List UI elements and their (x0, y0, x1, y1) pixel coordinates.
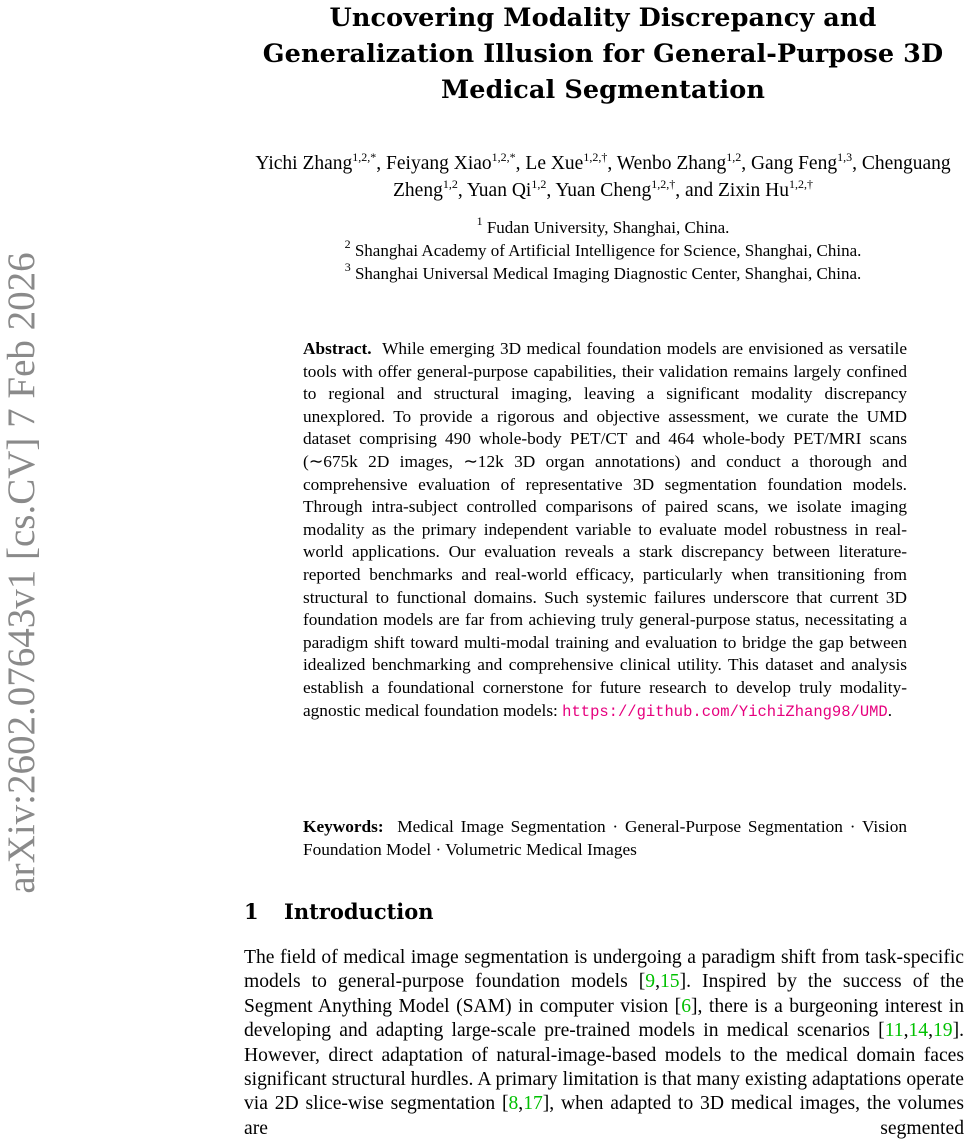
author-affil-mark: 1,2 (442, 176, 458, 191)
body-text: ]. Inspired by the success of the Segment Anything Model (SAM) in computer vision [ (244, 971, 964, 1017)
author-affil-mark: 1,2,* (352, 149, 377, 164)
author (750, 149, 853, 174)
keywords-label: Keywords: (303, 817, 384, 836)
citation-link[interactable]: 8 (508, 1093, 519, 1115)
body-text: , (655, 971, 660, 993)
author (255, 149, 377, 174)
citation-link[interactable]: 17 (523, 1093, 543, 1115)
author (555, 176, 676, 201)
author (386, 149, 516, 174)
author-affil-mark: 1,2,† (651, 176, 676, 191)
author-list: Yichi Zhang$^{1,2,*}$, Feiyang Xiao$^{1,2,*}$, Le Xue$^{1,2,\dagger}$, Wenbo Zhang$^{1,2}$, Gang Feng$^{1,3}$, Chenguang Zheng$^{1,2}$, Yuan Qi$^{1,2}$, Yuan Cheng$^{1,2,\dagger}$, and Zixin $Hu^{1,2,\dagger}$ (255, 149, 951, 201)
affiliation (244, 216, 962, 239)
affiliation (244, 239, 962, 262)
citation-link[interactable]: 14 (908, 1020, 929, 1042)
arxiv-stamp: arXiv:2602.07643v1 [cs.CV] 7 Feb 2026 (0, 252, 43, 894)
paper-title: Uncovering Modality Discrepancy and Generalization Illusion for General-Purpose 3D Medical Segmentation (262, 3, 944, 105)
author-affil-mark: 1,2 (726, 149, 742, 164)
body-text: The field of medical image segmentation is undergoing a paradigm shift from task-specific models to general-purpose foundation models [ (244, 947, 964, 993)
abstract-end: . (887, 700, 893, 720)
affiliation-text: Shanghai Academy of Artificial Intelligence for Science, Shanghai, China. (350, 241, 862, 260)
author (718, 176, 813, 201)
body-text: ], there is a burgeoning interest in developing and adapting large-scale pre-trained models in medical scenarios [ (244, 995, 964, 1042)
intro-paragraph (244, 946, 964, 1141)
body-text: , (903, 1020, 909, 1042)
author-name: Zixin Hu (718, 180, 789, 201)
citation-link[interactable]: 19 (932, 1020, 953, 1042)
author-affil-mark: 1,2,† (583, 149, 608, 164)
section-number: 1 (244, 899, 259, 924)
author (525, 149, 608, 174)
keywords-text: Medical Image Segmentation · General-Purpose Segmentation · Vision Foundation Model · Volumetric Medical Images (303, 817, 908, 859)
body-text: , (518, 1093, 524, 1115)
citation-link[interactable]: 9 (645, 971, 656, 993)
affiliation-text: Fudan University, Shanghai, China. (482, 218, 730, 237)
arxiv-stamp-area (0, 0, 50, 1146)
author (616, 149, 742, 174)
body-text: ], when adapted to 3D medical images, the volumes are segmented (244, 1093, 964, 1139)
author-affil-mark: 1,2,* (491, 149, 516, 164)
body-text: , (928, 1020, 933, 1042)
author-name: Yuan Qi (466, 180, 532, 201)
affiliation-mark: 1 (476, 214, 483, 229)
affiliation-list (244, 216, 962, 285)
author-name: Yichi Zhang (255, 153, 353, 174)
keywords (303, 816, 907, 861)
author (466, 176, 547, 201)
affiliation-text: Shanghai Universal Medical Imaging Diagnostic Center, Shanghai, China. (350, 264, 862, 283)
author-affil-mark: 1,2 (531, 176, 547, 191)
repo-link[interactable]: https://github.com/YichiZhang98/UMD (562, 702, 888, 721)
citation-link[interactable]: 6 (681, 995, 691, 1017)
citation-link[interactable]: 11 (884, 1020, 904, 1042)
author-affil-mark: 1,3 (837, 149, 853, 164)
affiliation-mark: 3 (344, 260, 351, 275)
body-text: ]. However, direct adaptation of natural-image-based models to the medical domain faces significant structural hurdles. A primary limitation is that many existing adaptations operate via 2D slice-wise segmentation [ (244, 1020, 964, 1115)
abstract-label: Abstract. (303, 339, 372, 358)
citation-link[interactable]: 15 (659, 971, 680, 993)
section-heading (244, 897, 844, 927)
author-affil-mark: 1,2,† (788, 176, 813, 191)
abstract-text: While emerging 3D medical foundation models are envisioned as versatile tools with offer general-purpose capabilities, their validation remains largely confined to regional and structural imaging, leaving a significant modality discrepancy unexplored. To provide a rigorous and objective assessment, we curate the UMD dataset comprising 490 whole-body PET/CT and 464 whole-body PET/MRI scans (∼675k 2D images, ∼12k 3D organ annotations) and conduct a thorough and comprehensive evaluation of representative 3D segmentation foundation models. Through intra-subject controlled comparisons of paired scans, we isolate imaging modality as the primary independent variable to evaluate model robustness in real-world applications. Our evaluation reveals a stark discrepancy between literature-reported benchmarks and real-world efficacy, particularly when transitioning from structural to functional domains. Such systemic failures underscore that current 3D foundation models are far from achieving truly general-purpose status, necessitating a paradigm shift toward multi-modal training and evaluation to bridge the gap between idealized benchmarking and comprehensive clinical utility. This dataset and analysis establish a foundational cornerstone for future research to develop truly modality-agnostic medical foundation models: (303, 339, 907, 720)
author-name: Gang Feng (750, 153, 838, 174)
abstract (303, 338, 907, 723)
author-name: Chenguang Zheng (393, 153, 951, 201)
author-name: Wenbo Zhang (616, 153, 727, 174)
author-name: Le Xue (525, 153, 584, 174)
section-title: Introduction (284, 899, 434, 924)
affiliation-mark: 2 (344, 237, 351, 252)
author-name: Feiyang Xiao (386, 153, 492, 174)
author-name: Yuan Cheng (555, 180, 652, 201)
affiliation (244, 262, 962, 285)
